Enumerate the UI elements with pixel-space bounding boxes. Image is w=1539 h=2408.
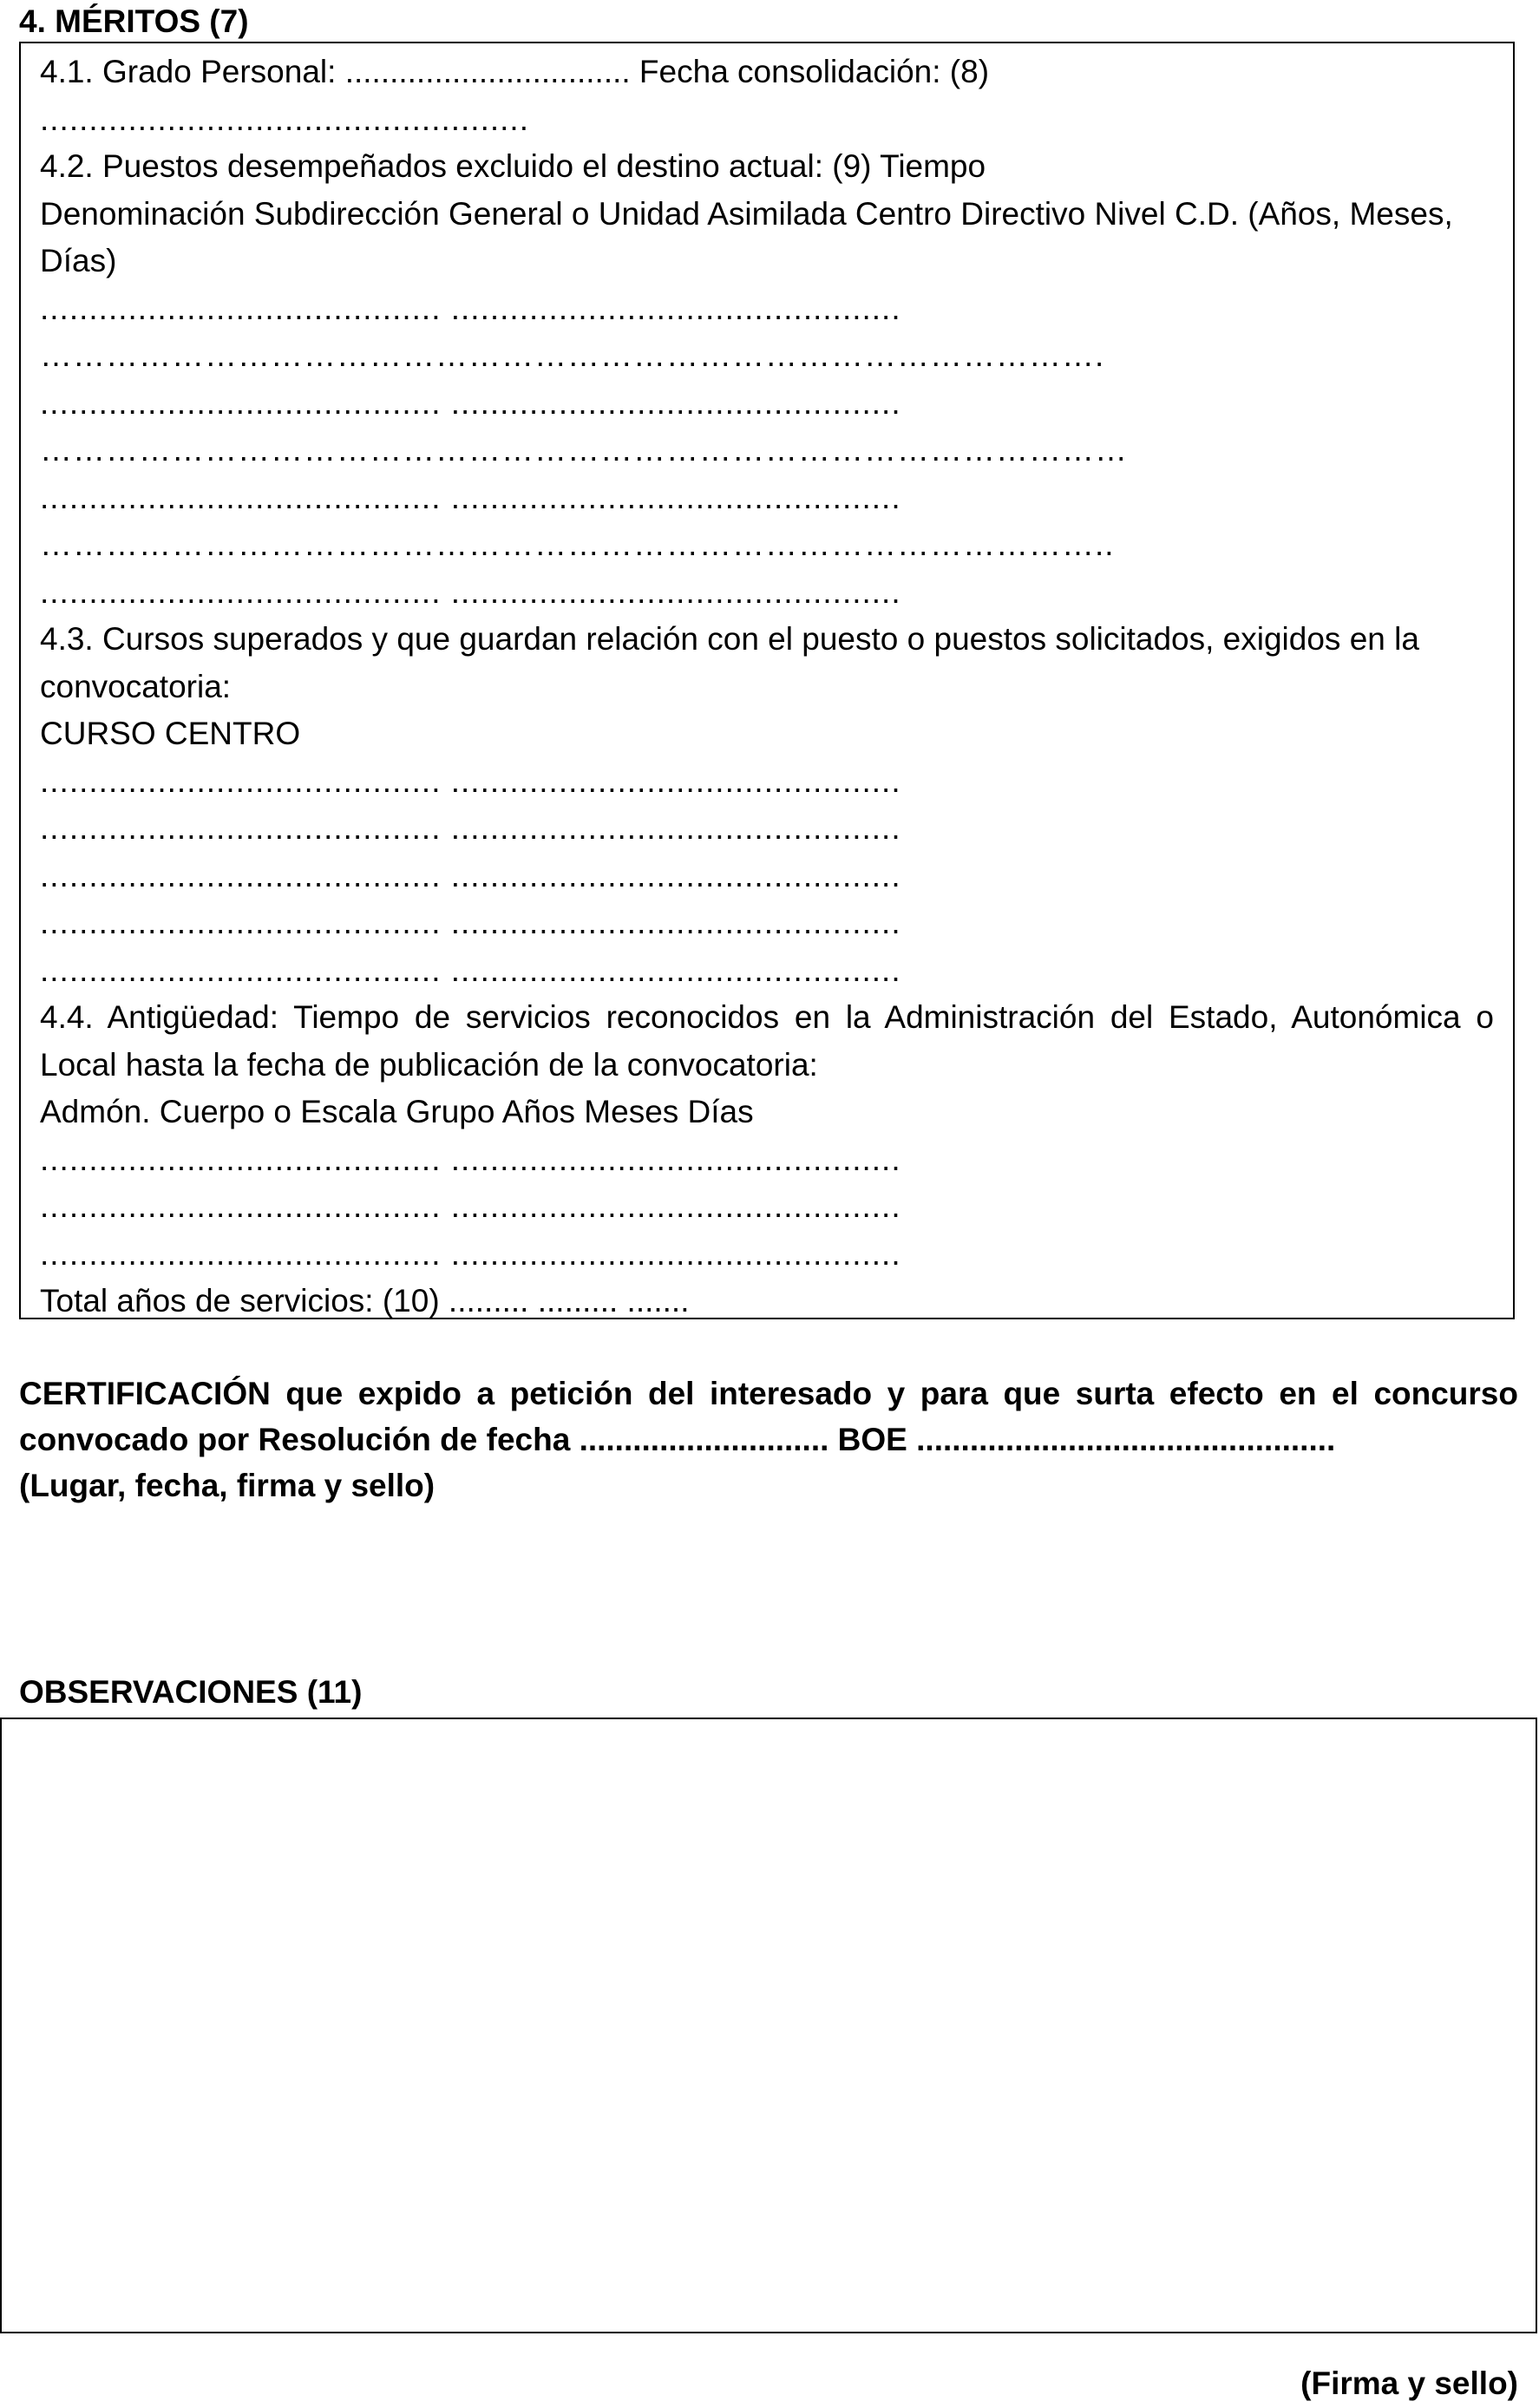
meritos-heading: 4. MÉRITOS (7) bbox=[19, 3, 249, 39]
observaciones-title: OBSERVACIONES (11) bbox=[19, 1674, 363, 1710]
puestos-row: ......................................... .............................................. bbox=[40, 479, 901, 515]
puestos-columns: Denominación Subdirección General o Unidad Asimilada Centro Directivo Nivel C.D. (Años, Meses, Días) bbox=[40, 195, 1453, 278]
grado-dots-line: .................................................. bbox=[40, 101, 529, 137]
meritos-box bbox=[19, 42, 1515, 1319]
cursos-row: ......................................... .............................................. bbox=[40, 762, 901, 799]
grado-personal-line: 4.1. Grado Personal: ................................ Fecha consolidación: (8) bbox=[40, 54, 990, 89]
antiguedad-row: ......................................... .............................................. bbox=[40, 1188, 901, 1224]
firma-label: (Firma y sello) bbox=[1300, 2365, 1518, 2401]
puestos-row: ......................................... .............................................. bbox=[40, 384, 901, 421]
puestos-title: 4.2. Puestos desempeñados excluido el destino actual: (9) Tiempo bbox=[40, 148, 986, 184]
antiguedad-title: 4.4. Antigüedad: Tiempo de servicios reconocidos en la Administración del Estado, Autonómica o Local hasta la fecha de publicación de la convocatoria: bbox=[40, 999, 1494, 1083]
cursos-row: ......................................... .............................................. bbox=[40, 857, 901, 893]
observaciones-box[interactable] bbox=[0, 1718, 1537, 2333]
cursos-row: ......................................... .............................................. bbox=[40, 810, 901, 846]
puestos-row: ......................................... .............................................. bbox=[40, 573, 901, 610]
total-servicios: Total años de servicios: (10) ......... ......... ....... bbox=[40, 1283, 690, 1319]
cursos-row: ......................................... .............................................. bbox=[40, 905, 901, 940]
antiguedad-row: ......................................... .............................................. bbox=[40, 1235, 901, 1272]
puestos-row: ......................................... .............................................. bbox=[40, 290, 901, 326]
cursos-columns: CURSO CENTRO bbox=[40, 716, 301, 751]
puestos-row: ……………………………………………………………………………………. bbox=[40, 337, 1105, 373]
certificacion-sub: (Lugar, fecha, firma y sello) bbox=[19, 1468, 436, 1503]
cursos-title: 4.3. Cursos superados y que guardan relación con el puesto o puestos solicitados, exigidos en la convocatoria: bbox=[40, 621, 1419, 704]
antiguedad-columns: Admón. Cuerpo o Escala Grupo Años Meses Días bbox=[40, 1094, 754, 1129]
puestos-row: ……………………………………………………………………………………… bbox=[40, 432, 1128, 468]
antiguedad-row: ......................................... .............................................. bbox=[40, 1141, 901, 1177]
certificacion-block bbox=[19, 1371, 1518, 1508]
certificacion-text: CERTIFICACIÓN que expido a petición del interesado y para que surta efecto en el concurso convocado por Resolución de fecha ............................ BOE ............................................... bbox=[19, 1376, 1518, 1457]
cursos-row: ......................................... .............................................. bbox=[40, 952, 901, 988]
puestos-row: …………………………………………………………………………………….. bbox=[40, 527, 1115, 562]
